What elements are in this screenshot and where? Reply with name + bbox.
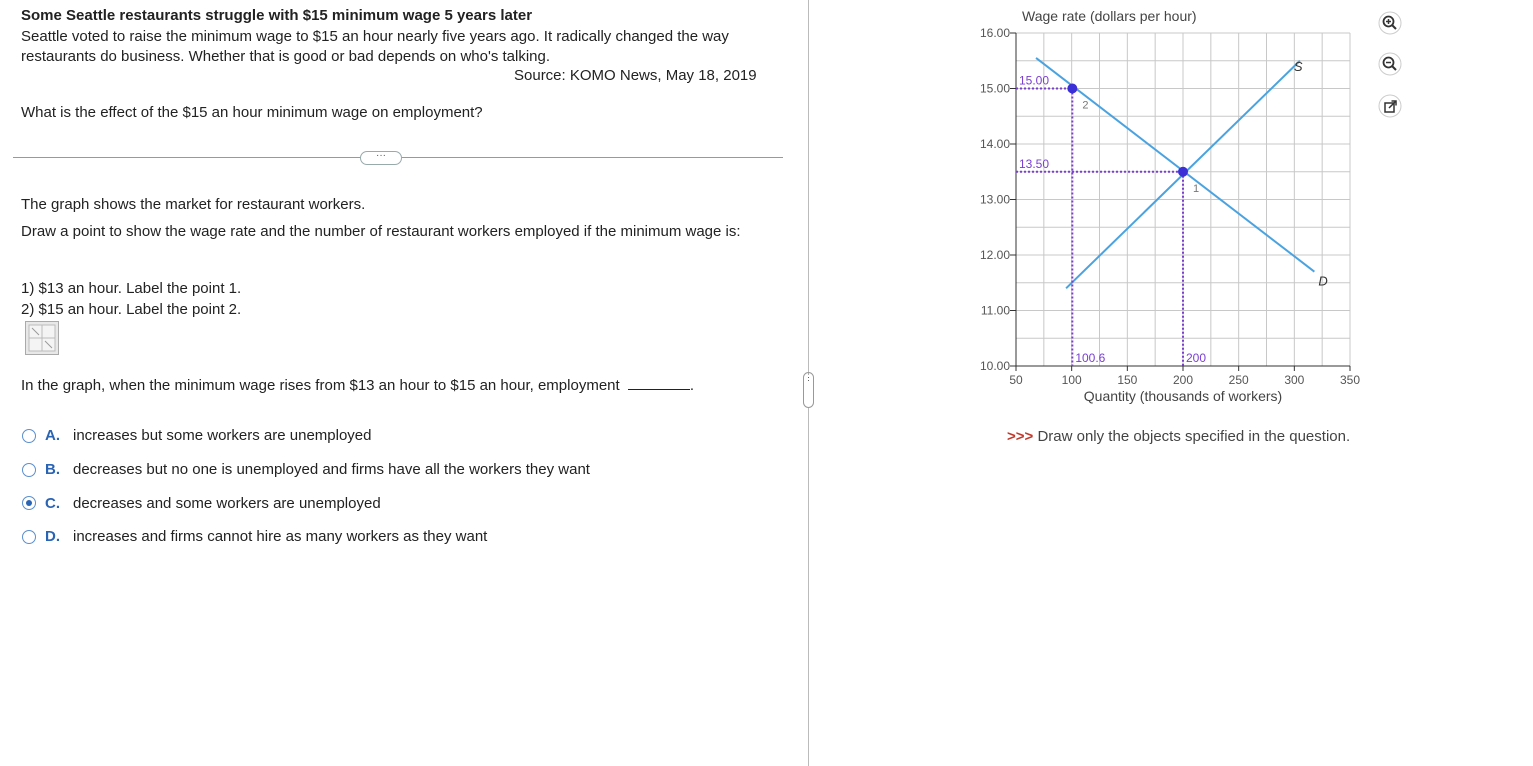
step-1: 1) $13 an hour. Label the point 1. bbox=[21, 280, 242, 297]
y-axis-label: Wage rate (dollars per hour) bbox=[1022, 8, 1197, 24]
graph-tool-icon[interactable] bbox=[25, 321, 59, 355]
zoom-out-icon[interactable] bbox=[1378, 52, 1402, 76]
graph-axes bbox=[980, 8, 1360, 404]
y-tick-label: 13.00 bbox=[979, 192, 1010, 207]
zoom-in-icon[interactable] bbox=[1378, 11, 1402, 35]
radio-button[interactable] bbox=[22, 530, 36, 544]
labor-market-graph[interactable] bbox=[960, 0, 1440, 420]
option-c[interactable]: C. decreases and some workers are unemployed bbox=[22, 486, 590, 520]
answer-options bbox=[22, 419, 590, 554]
radio-button[interactable] bbox=[22, 429, 36, 443]
fill-in-sentence: In the graph, when the minimum wage rises from $13 an hour to $15 an hour, employment . bbox=[21, 377, 695, 394]
point-label: 1 bbox=[1193, 182, 1200, 195]
more-button[interactable]: ··· bbox=[360, 151, 402, 165]
splitter-handle[interactable]: ⋮ bbox=[803, 372, 814, 408]
point-x-label: 100.6 bbox=[1075, 351, 1106, 365]
x-tick-label: 100 bbox=[1061, 373, 1082, 387]
x-tick-label: 50 bbox=[1009, 373, 1023, 387]
answer-blank bbox=[628, 377, 690, 390]
y-tick-label: 10.00 bbox=[979, 359, 1010, 373]
supply-label: S bbox=[1293, 58, 1303, 74]
point-y-label: 15.00 bbox=[1019, 73, 1050, 88]
x-tick-label: 350 bbox=[1339, 373, 1361, 387]
question-text: What is the effect of the $15 an hour minimum wage on employment? bbox=[21, 104, 483, 121]
x-tick-label: 200 bbox=[1172, 373, 1194, 387]
demand-curve bbox=[1036, 58, 1314, 272]
plotted-point-2 bbox=[1067, 84, 1077, 94]
radio-button[interactable] bbox=[22, 463, 36, 477]
article-source: Source: KOMO News, May 18, 2019 bbox=[514, 67, 757, 84]
point-y-label: 13.50 bbox=[1019, 156, 1050, 171]
point-label: 2 bbox=[1082, 99, 1089, 112]
point-x-label: 200 bbox=[1186, 351, 1207, 365]
x-axis-label: Quantity (thousands of workers) bbox=[1083, 388, 1283, 404]
radio-button-selected[interactable] bbox=[22, 496, 36, 510]
step-2: 2) $15 an hour. Label the point 2. bbox=[21, 301, 242, 318]
popout-icon[interactable] bbox=[1378, 94, 1402, 118]
steps bbox=[21, 278, 241, 320]
instruction-text: Draw a point to show the wage rate and the number of restaurant workers employed if the minimum wage is: bbox=[21, 223, 741, 240]
x-tick-label: 250 bbox=[1228, 373, 1249, 387]
option-d[interactable]: D. increases and firms cannot hire as many workers as they want bbox=[22, 520, 590, 554]
x-tick-label: 150 bbox=[1117, 373, 1138, 387]
y-tick-label: 16.00 bbox=[979, 26, 1010, 40]
demand-label: D bbox=[1318, 273, 1328, 289]
y-tick-label: 15.00 bbox=[979, 81, 1010, 96]
option-a[interactable]: A. increases but some workers are unemployed bbox=[22, 419, 590, 453]
y-tick-label: 11.00 bbox=[980, 303, 1010, 318]
y-tick-label: 12.00 bbox=[979, 248, 1010, 262]
y-tick-label: 14.00 bbox=[979, 137, 1010, 151]
x-tick-label: 300 bbox=[1284, 373, 1305, 387]
article-headline: Some Seattle restaurants struggle with $15 minimum wage 5 years later bbox=[21, 7, 533, 24]
instruction-text: The graph shows the market for restaurant workers. bbox=[21, 196, 366, 213]
draw-note: >>> Draw only the objects specified in the question. bbox=[1007, 428, 1351, 445]
article-lead: Seattle voted to raise the minimum wage to $15 an hour nearly five years ago. It radically changed the way restaurants do business. Whether that is good or bad depends on who's talking. bbox=[21, 28, 729, 65]
graph-points bbox=[1016, 74, 1206, 367]
plotted-point-1 bbox=[1178, 167, 1188, 177]
option-b[interactable]: B. decreases but no one is unemployed and firms have all the workers they want bbox=[22, 453, 590, 487]
